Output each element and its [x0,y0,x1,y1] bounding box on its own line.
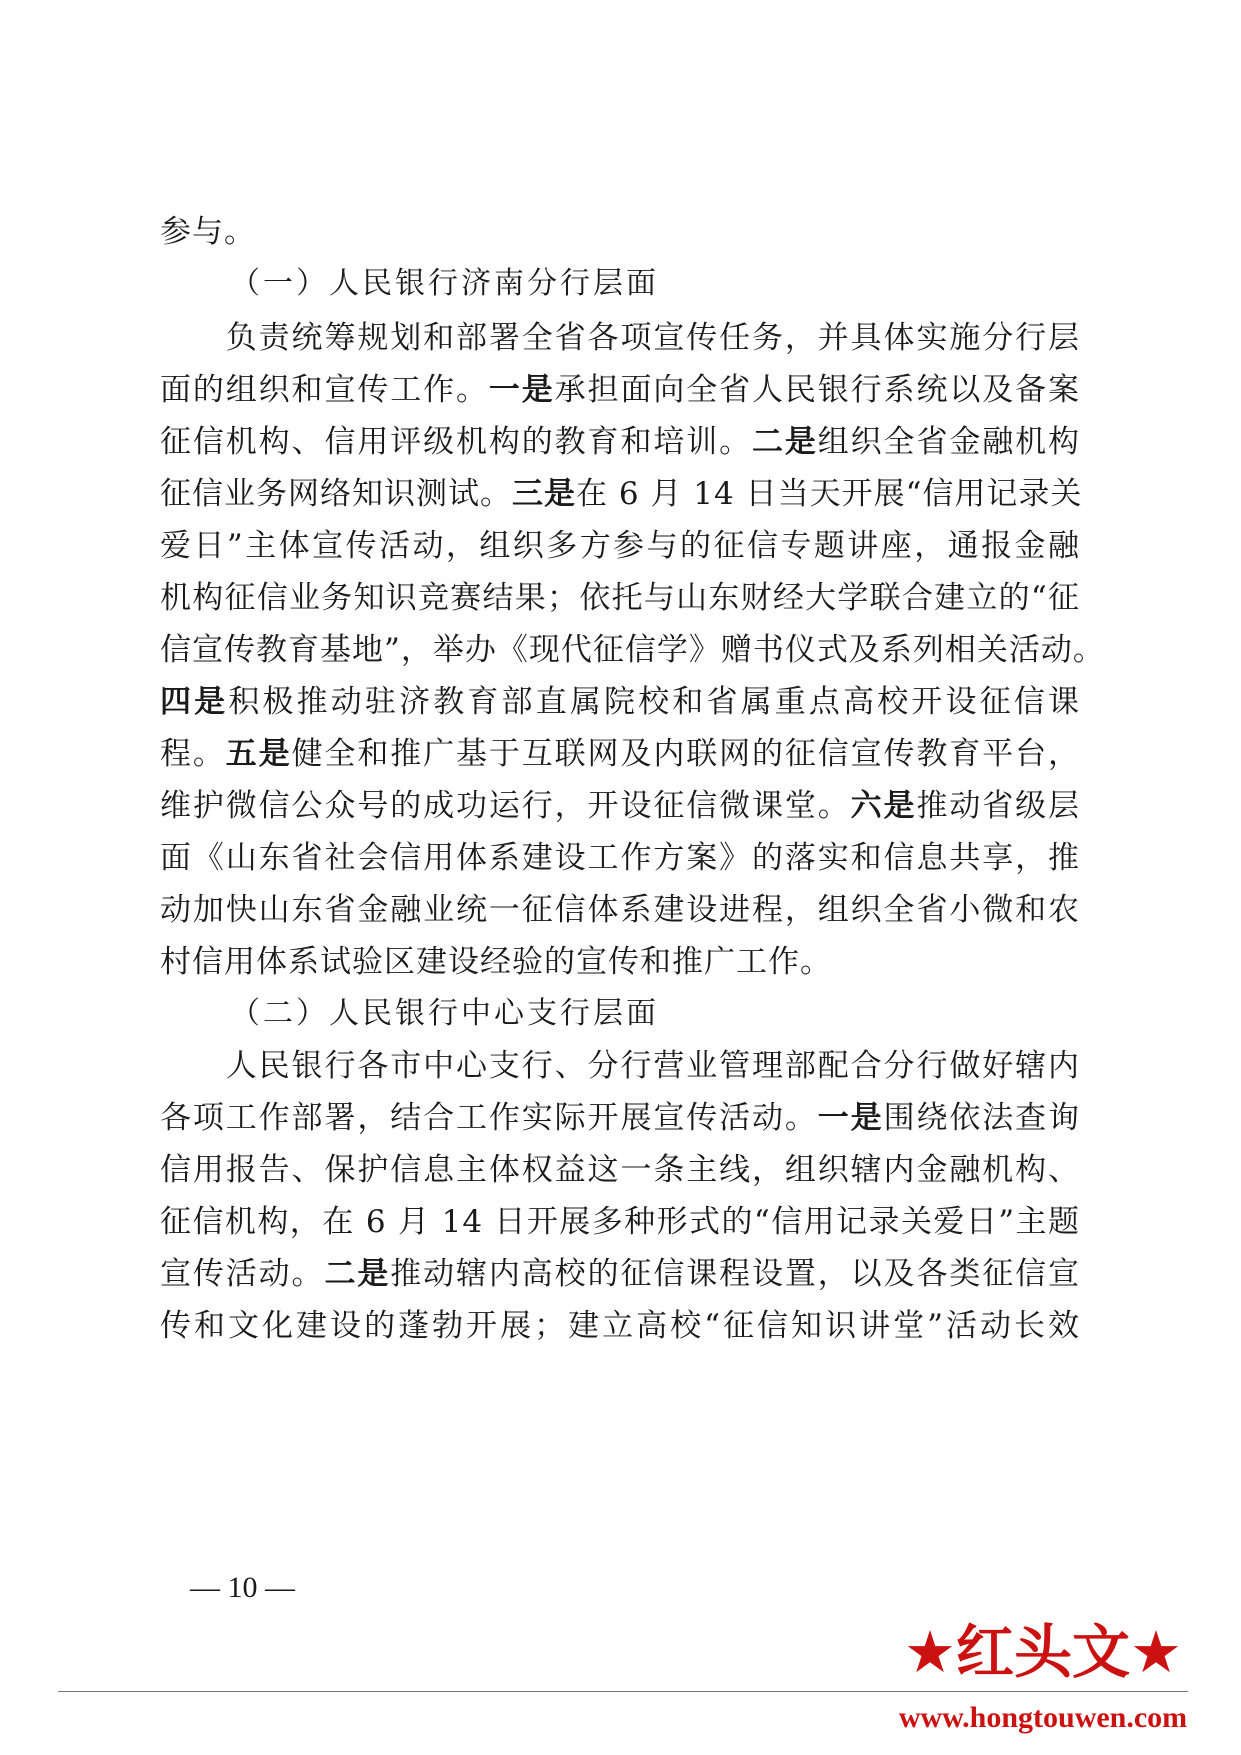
text-line: 村信用体系试验区建设经验的宣传和推广工作。 [160,944,832,980]
text-line: 征信业务网络知识测试。三是在 6 月 14 日当天开展“信用记录关 [160,476,1083,512]
enumeration-marker: 二是 [324,1256,391,1292]
enumeration-marker: 二是 [752,424,818,460]
enumeration-marker: 五是 [225,736,292,772]
text-line: 参与。 [160,214,256,250]
text-line: 征信机构、信用评级机构的教育和培训。二是组织全省金融机构 [160,424,1081,460]
enumeration-marker: 四是 [160,684,229,720]
watermark-url: www.hongtouwen.com [898,1701,1188,1734]
enumeration-marker: 三是 [512,476,576,512]
text-line: 四是积极推动驻济教育部直属院校和省属重点高校开设征信课 [160,684,1081,720]
enumeration-marker: 一是 [817,1100,884,1136]
text-line: 传和文化建设的蓬勃开展；建立高校“征信知识讲堂”活动长效 [160,1308,1080,1344]
text-line: 面《山东省社会信用体系建设工作方案》的落实和信息共享，推 [160,840,1080,876]
text-line: 信宣传教育基地”，举办《现代征信学》赠书仪式及系列相关活动。 [160,632,1105,668]
watermark-logo [873,1612,1213,1752]
enumeration-marker: 一是 [488,372,555,408]
text-line: 征信机构，在 6 月 14 日开展多种形式的“信用记录关爱日”主题 [160,1204,1080,1240]
text-line: 信用报告、保护信息主体权益这一条主线，组织辖内金融机构、 [160,1152,1080,1188]
text-line: 维护微信公众号的成功运行，开设征信微课堂。六是推动省级层 [160,788,1081,824]
enumeration-marker: 六是 [850,788,917,824]
text-line: 负责统筹规划和部署全省各项宣传任务，并具体实施分行层 [160,320,1080,356]
watermark-title: ★红头文★ [904,1618,1182,1686]
text-line: 宣传活动。二是推动辖内高校的征信课程设置，以及各类征信宣 [160,1256,1081,1292]
text-line: 人民银行各市中心支行、分行营业管理部配合分行做好辖内 [160,1048,1080,1084]
section-heading-1: （一）人民银行济南分行层面 [230,266,659,301]
text-line: 各项工作部署，结合工作实际开展宣传活动。一是围绕依法查询 [160,1100,1081,1136]
section-heading-2: （二）人民银行中心支行层面 [230,996,659,1031]
text-line: 程。五是健全和推广基于互联网及内联网的征信宣传教育平台， [160,736,1081,772]
text-line: 动加快山东省金融业统一征信体系建设进程，组织全省小微和农 [160,892,1080,928]
text-line: 爱日”主体宣传活动，组织多方参与的征信专题讲座，通报金融 [160,528,1080,564]
text-line: 面的组织和宣传工作。一是承担面向全省人民银行系统以及备案 [160,372,1081,408]
text-line: 机构征信业务知识竞赛结果；依托与山东财经大学联合建立的“征 [160,580,1080,616]
page-number: — 10 — [190,1571,295,1604]
